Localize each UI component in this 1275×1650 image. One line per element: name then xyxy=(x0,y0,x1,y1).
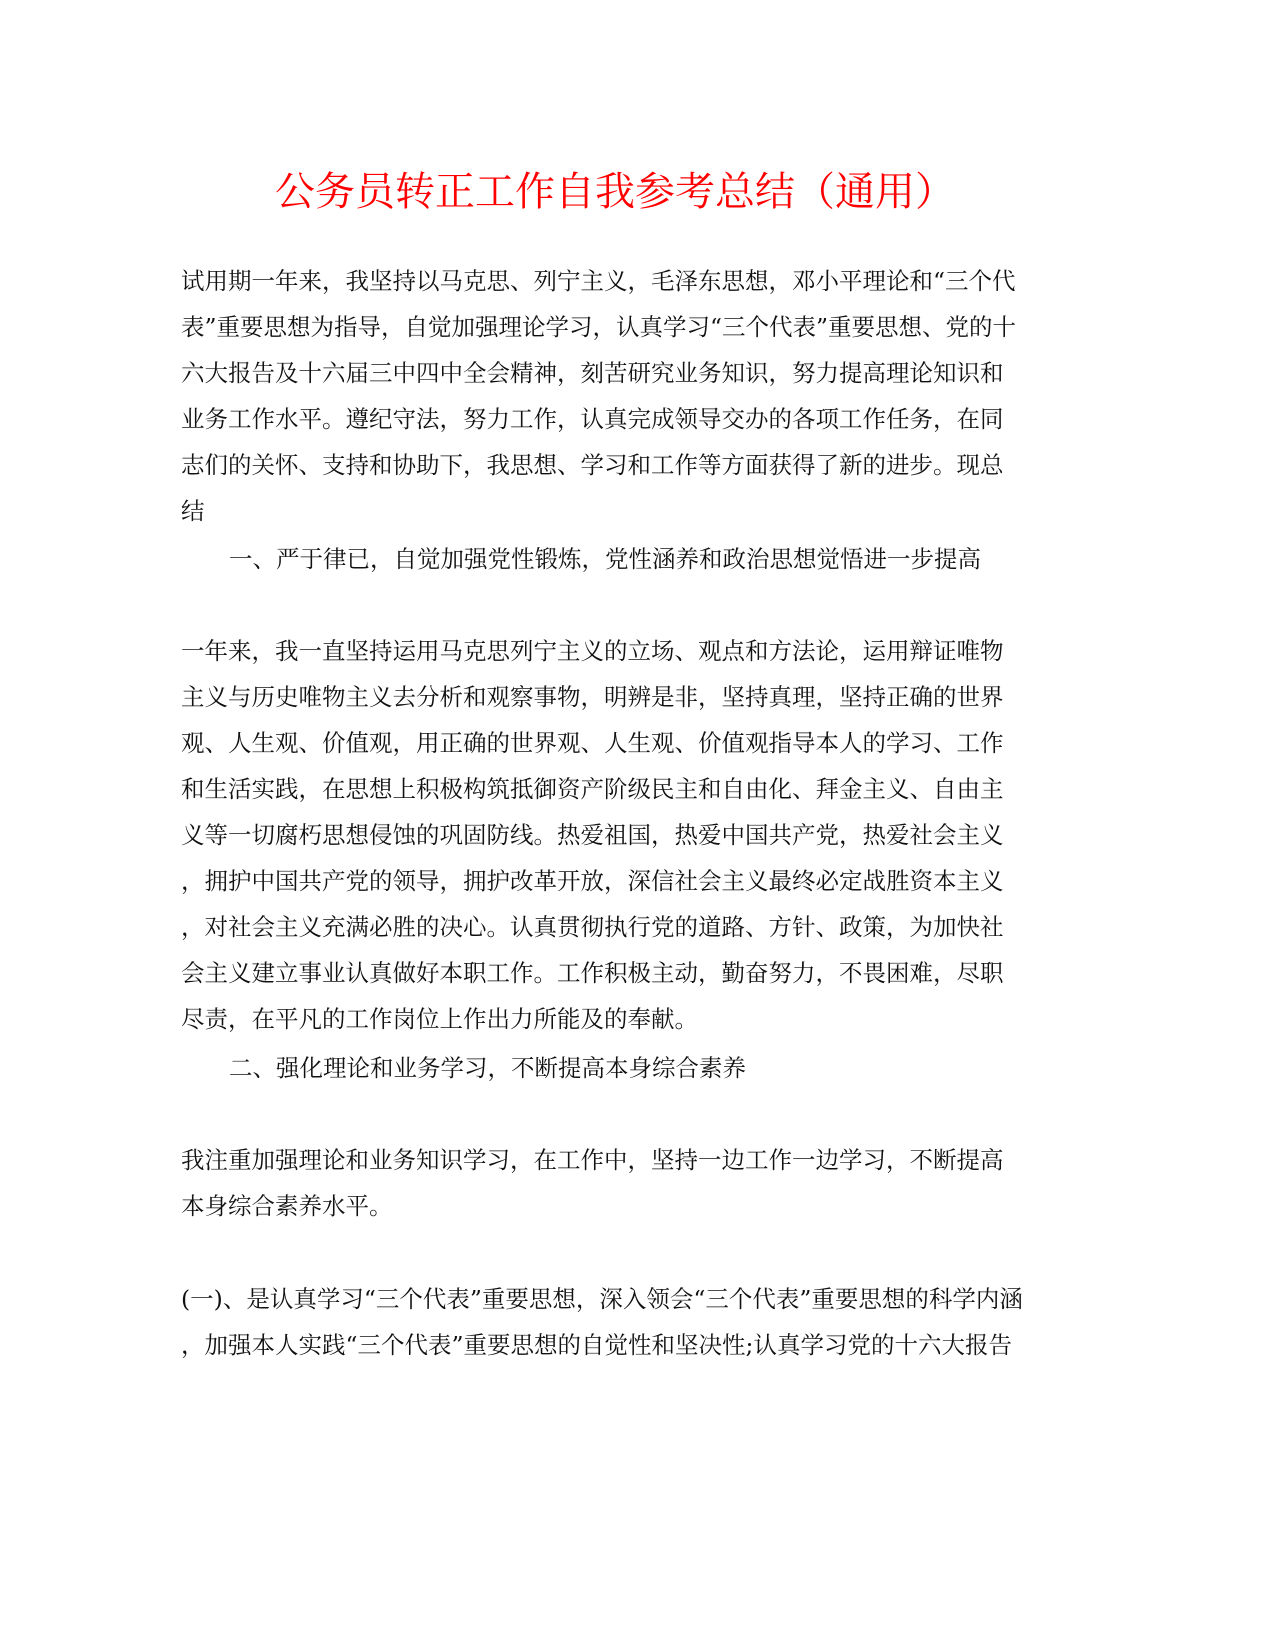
text-line: 业务工作水平。遵纪守法，努力工作，认真完成领导交办的各项工作任务，在同 xyxy=(181,405,1004,433)
text-line: 试用期一年来，我坚持以马克思、列宁主义，毛泽东思想，邓小平理论和“三个代 xyxy=(181,267,1016,295)
text-line: 和生活实践，在思想上积极构筑抵御资产阶级民主和自由化、拜金主义、自由主 xyxy=(181,775,1004,803)
text-line: ，加强本人实践“三个代表”重要思想的自觉性和坚决性;认真学习党的十六大报告 xyxy=(181,1331,1012,1359)
text-line: 义等一切腐朽思想侵蚀的巩固防线。热爱祖国，热爱中国共产党，热爱社会主义 xyxy=(181,821,1004,849)
text-line: 观、人生观、价值观，用正确的世界观、人生观、价值观指导本人的学习、工作 xyxy=(181,729,1004,757)
text-line: 结 xyxy=(181,497,205,525)
text-line: ，对社会主义充满必胜的决心。认真贯彻执行党的道路、方针、政策，为加快社 xyxy=(181,913,1004,941)
text-line: 一年来，我一直坚持运用马克思列宁主义的立场、观点和方法论，运用辩证唯物 xyxy=(181,637,1004,665)
text-line: 尽责，在平凡的工作岗位上作出力所能及的奉献。 xyxy=(181,1005,698,1033)
text-line: 我注重加强理论和业务知识学习，在工作中，坚持一边工作一边学习，不断提高 xyxy=(181,1146,1004,1174)
text-line: 会主义建立事业认真做好本职工作。工作积极主动，勤奋努力，不畏困难，尽职 xyxy=(181,959,1004,987)
text-line: 六大报告及十六届三中四中全会精神，刻苦研究业务知识，努力提高理论知识和 xyxy=(181,359,1004,387)
text-line: 本身综合素养水平。 xyxy=(181,1192,393,1220)
section-heading-1: 一、严于律已，自觉加强党性锻炼，党性涵养和政治思想觉悟进一步提高 xyxy=(229,545,981,573)
document-title: 公务员转正工作自我参考总结（通用） xyxy=(275,169,955,215)
text-line: (一)、是认真学习“三个代表”重要思想，深入领会“三个代表”重要思想的科学内涵 xyxy=(181,1285,1023,1313)
section-heading-2: 二、强化理论和业务学习，不断提高本身综合素养 xyxy=(229,1054,746,1082)
text-line: 表”重要思想为指导，自觉加强理论学习，认真学习“三个代表”重要思想、党的十 xyxy=(181,313,1017,341)
text-line: ，拥护中国共产党的领导，拥护改革开放，深信社会主义最终必定战胜资本主义 xyxy=(181,867,1004,895)
text-line: 主义与历史唯物主义去分析和观察事物，明辨是非，坚持真理，坚持正确的世界 xyxy=(181,683,1004,711)
text-line: 志们的关怀、支持和协助下，我思想、学习和工作等方面获得了新的进步。现总 xyxy=(181,451,1004,479)
